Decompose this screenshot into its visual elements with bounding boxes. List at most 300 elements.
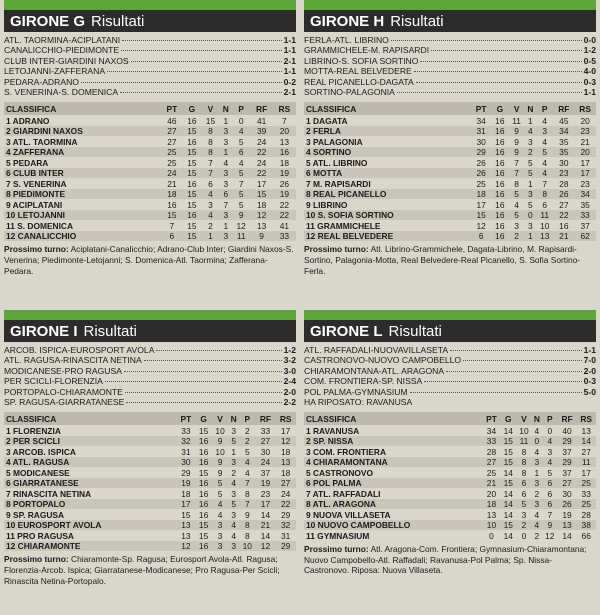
stat-cell: 33 <box>273 231 296 242</box>
stat-cell: 16 <box>187 178 197 189</box>
table-row <box>304 220 596 231</box>
stat-cell: 5 <box>536 147 553 158</box>
stat-cell: 39 <box>250 126 272 137</box>
team-name: 8 ATL. ARAGONA <box>304 499 482 510</box>
stat-cell: 29 <box>181 467 191 478</box>
stat-cell: 15 <box>183 147 202 158</box>
table-row <box>4 446 296 457</box>
stat-cell: 14 <box>503 467 513 478</box>
stat-cell: 18 <box>279 157 290 168</box>
team-name: 5 ATL. LIBRINO <box>306 157 368 168</box>
stat-cell: 16 <box>198 509 209 520</box>
stat-cell: 22 <box>250 168 272 179</box>
stat-cell: 18 <box>256 199 267 210</box>
stat-cell: 6 <box>220 189 232 200</box>
dot-leader <box>424 381 581 382</box>
stat-cell: 15 <box>183 168 202 179</box>
stat-cell: 7 <box>239 478 256 489</box>
stat-cell: 13 <box>558 520 577 531</box>
dot-leader <box>156 350 281 351</box>
stat-cell: 9 <box>514 136 519 147</box>
stat-cell: 15 <box>471 210 491 221</box>
result-row <box>4 87 296 97</box>
stat-cell: 15 <box>500 457 516 468</box>
stat-cell: 1 <box>528 178 533 189</box>
table-row <box>304 168 596 179</box>
team-name: 8 PORTOPALO <box>4 499 176 510</box>
dot-leader <box>126 402 281 403</box>
panel-girone-g <box>4 0 296 276</box>
stat-cell: 12 <box>256 541 276 552</box>
stat-cell: 25 <box>476 178 486 189</box>
match: PORTOPALO-CHIARAMONTE <box>4 386 123 397</box>
stat-cell: 18 <box>471 189 491 200</box>
stat-cell: 4 <box>534 425 540 436</box>
dot-leader <box>446 371 582 372</box>
panel-girone-h <box>304 0 596 276</box>
match: CASTRONOVO-NUOVO CAMPOBELLO <box>304 355 462 366</box>
col-g: G <box>200 413 207 424</box>
match: ATL. RAFFADALI-NUOVAVILLASETA <box>304 345 449 355</box>
stat-cell: 12 <box>275 436 296 447</box>
score: 1-1 <box>583 345 596 355</box>
stat-cell: 66 <box>581 530 591 541</box>
stat-cell: 21 <box>167 178 177 189</box>
stat-cell: 15 <box>161 210 182 221</box>
stat-cell: 5 <box>238 199 244 210</box>
stat-cell: 15 <box>503 446 513 457</box>
stat-cell: 3 <box>223 178 229 189</box>
dot-leader <box>414 71 582 72</box>
match: ARCOB. ISPICA-EUROSPORT AVOLA <box>4 345 155 355</box>
stat-cell: 1 <box>231 446 237 457</box>
stat-cell: 10 <box>519 425 529 436</box>
table-row <box>4 231 296 242</box>
stat-cell: 27 <box>161 126 182 137</box>
dot-leader <box>450 350 582 351</box>
team-name: 2 FERLA <box>304 126 471 137</box>
stat-cell: 21 <box>256 520 276 531</box>
stat-cell: 16 <box>187 136 197 147</box>
table-row <box>4 199 296 210</box>
stat-cell: 33 <box>574 210 596 221</box>
table-header <box>4 412 296 425</box>
table-row <box>304 509 596 520</box>
table-row <box>4 541 296 552</box>
stat-cell: 18 <box>181 488 191 499</box>
stat-cell: 5 <box>528 157 533 168</box>
stat-cell: 16 <box>495 178 505 189</box>
stat-cell: 8 <box>239 520 256 531</box>
stat-cell: 46 <box>167 115 177 126</box>
score: 3-0 <box>283 365 296 376</box>
stat-cell: 14 <box>503 425 513 436</box>
table-row <box>304 499 596 510</box>
stat-cell: 16 <box>198 488 209 499</box>
stat-cell: 5 <box>509 210 525 221</box>
standings-table <box>304 102 596 241</box>
stat-cell: 18 <box>281 467 291 478</box>
stat-cell: 16 <box>491 147 508 158</box>
col-classifica: CLASSIFICA <box>6 413 57 424</box>
stat-cell: 25 <box>576 499 596 510</box>
stat-cell: 9 <box>212 436 229 447</box>
stat-cell: 26 <box>476 157 486 168</box>
stat-cell: 15 <box>187 199 197 210</box>
col-p: P <box>244 413 251 424</box>
col-n: N <box>533 413 540 424</box>
stat-cell: 5 <box>525 168 536 179</box>
col-p: P <box>238 103 244 114</box>
stat-cell: 15 <box>198 530 209 541</box>
match: S. VENERINA-S. DOMENICA <box>4 87 119 98</box>
stat-cell: 37 <box>562 467 572 478</box>
team-name: 12 CHIARAMONTE <box>4 541 176 552</box>
stat-cell: 22 <box>275 499 296 510</box>
stat-cell: 16 <box>195 436 212 447</box>
stat-cell: 0 <box>238 115 244 126</box>
panel-girone-l <box>304 310 596 576</box>
team-name: 4 SORTINO <box>304 147 471 158</box>
stat-cell: 3 <box>536 126 553 137</box>
stat-cell: 2 <box>239 436 256 447</box>
stat-cell: 28 <box>486 446 497 457</box>
score: 0-2 <box>283 76 296 87</box>
stat-cell: 24 <box>256 136 267 147</box>
stat-cell: 8 <box>244 488 250 499</box>
score: 1-2 <box>583 45 596 56</box>
col-rs: RS <box>279 413 292 424</box>
stat-cell: 27 <box>482 457 500 468</box>
stat-cell: 5 <box>217 488 223 499</box>
stat-cell: 15 <box>183 231 202 242</box>
stat-cell: 4 <box>232 126 251 137</box>
stat-cell: 27 <box>275 478 296 489</box>
stat-cell: 22 <box>279 199 290 210</box>
stat-cell: 16 <box>491 126 508 137</box>
dot-leader <box>122 40 281 41</box>
col-rf: RF <box>561 413 573 424</box>
stat-cell: 26 <box>553 189 574 200</box>
stat-cell: 20 <box>574 147 596 158</box>
team-name: 2 SP. NISSA <box>304 436 482 447</box>
next-round-text: Atl. Aragona-Com. Frontiera; Gymnasium-Chiaramontana; Nuovo Campobello-Atl. Raffadali; Ravanusa-Pol Palma; Sp. Nissa-Castronovo. Riposa: Nuova Villaseta. <box>304 543 587 576</box>
results-list <box>4 35 296 97</box>
stat-cell: 34 <box>486 425 497 436</box>
stat-cell: 15 <box>183 126 202 137</box>
stat-cell: 2 <box>509 231 525 242</box>
stat-cell: 3 <box>528 136 533 147</box>
team-name: 6 GIARRATANESE <box>4 478 176 489</box>
stat-cell: 13 <box>486 509 497 520</box>
team-name: 7 S. VENERINA <box>6 178 67 189</box>
team-name: 11 GYMNASIUM <box>306 530 370 541</box>
team-name: 11 S. DOMENICA <box>6 220 74 231</box>
stat-cell: 37 <box>580 220 590 231</box>
table-row <box>304 199 596 210</box>
stat-cell: 4 <box>514 199 519 210</box>
stat-cell: 16 <box>491 210 508 221</box>
results-label: Risultati <box>83 322 137 340</box>
table-row <box>4 520 296 531</box>
stat-cell: 5 <box>547 467 553 478</box>
result-row <box>4 376 296 386</box>
col-rs: RS <box>579 103 591 114</box>
stat-cell: 3 <box>231 509 237 520</box>
stat-cell: 10 <box>239 541 256 552</box>
col-rf: RF <box>259 413 272 424</box>
score: 0-5 <box>583 55 596 66</box>
next-round-label: Prossimo turno: <box>304 543 369 554</box>
stat-cell: 19 <box>176 478 195 489</box>
stat-cell: 29 <box>281 509 291 520</box>
col-n: N <box>222 103 229 114</box>
score: 2-2 <box>283 397 296 408</box>
results-label: Risultati <box>91 12 145 30</box>
stat-cell: 3 <box>220 231 232 242</box>
next-round <box>304 244 596 276</box>
result-row <box>304 45 596 55</box>
result-row <box>304 77 596 87</box>
stat-cell: 13 <box>176 520 195 531</box>
stat-cell: 4 <box>244 467 250 478</box>
stat-cell: 27 <box>559 199 569 210</box>
stat-cell: 23 <box>260 488 271 499</box>
stat-cell: 24 <box>256 157 267 168</box>
stat-cell: 7 <box>169 220 175 231</box>
stat-cell: 30 <box>176 457 195 468</box>
stat-cell: 33 <box>482 436 500 447</box>
table-row <box>304 467 596 478</box>
stat-cell: 16 <box>495 199 505 210</box>
stat-cell: 16 <box>195 499 212 510</box>
stat-cell: 16 <box>195 541 212 552</box>
stat-cell: 13 <box>536 231 553 242</box>
stat-cell: 9 <box>509 126 525 137</box>
stat-cell: 22 <box>250 147 272 158</box>
stat-cell: 26 <box>558 499 577 510</box>
match: PEDARA-ADRANO <box>4 76 79 87</box>
dot-leader <box>121 50 282 51</box>
dot-leader <box>416 82 582 83</box>
stat-cell: 7 <box>223 199 229 210</box>
stat-cell: 16 <box>195 457 212 468</box>
dot-leader <box>463 360 581 361</box>
team-name: 10 EUROSPORT AVOLA <box>4 520 176 531</box>
stat-cell: 10 <box>215 446 225 457</box>
panel-header <box>4 320 296 342</box>
team-name: 3 PALAGONIA <box>306 136 363 147</box>
team-name: 2 PER SCICLI <box>4 436 176 447</box>
stat-cell: 0 <box>521 530 527 541</box>
col-classifica: CLASSIFICA <box>6 103 57 114</box>
stat-cell: 24 <box>256 457 276 468</box>
match: GRAMMICHELE-M. RAPISARDI <box>304 45 430 56</box>
stat-cell: 6 <box>161 231 182 242</box>
stat-cell: 14 <box>260 530 271 541</box>
team-name: 1 RAVANUSA <box>306 425 360 436</box>
team-name: 11 GRAMMICHELE <box>306 220 381 231</box>
score: 2-0 <box>283 386 296 397</box>
stat-cell: 4 <box>217 509 223 520</box>
stat-cell: 22 <box>553 210 574 221</box>
stat-cell: 34 <box>553 126 574 137</box>
table-row <box>4 467 296 478</box>
stat-cell: 7 <box>238 178 244 189</box>
panel-header <box>304 320 596 342</box>
stat-cell: 32 <box>176 436 195 447</box>
stat-cell: 20 <box>580 115 590 126</box>
dot-leader <box>120 92 281 93</box>
table-row <box>304 457 596 468</box>
stat-cell: 45 <box>559 115 569 126</box>
match: CLUB INTER-GIARDINI NAXOS <box>4 55 129 66</box>
table-row <box>304 436 596 447</box>
stat-cell: 4 <box>534 446 540 457</box>
stat-cell: 6 <box>232 147 251 158</box>
stat-cell: 5 <box>232 189 251 200</box>
match: HA RIPOSATO: RAVANUSA <box>304 397 413 408</box>
result-row <box>304 387 596 397</box>
team-name: 12 CANALICCHIO <box>4 231 161 242</box>
stat-cell: 4 <box>534 509 540 520</box>
stat-cell: 4 <box>542 457 558 468</box>
stat-cell: 3 <box>532 499 542 510</box>
match: PER SCICLI-FLORENZIA <box>4 376 103 387</box>
stat-cell: 17 <box>176 499 195 510</box>
stat-cell: 9 <box>232 210 251 221</box>
stat-cell: 37 <box>562 446 572 457</box>
stat-cell: 8 <box>516 457 532 468</box>
stat-cell: 34 <box>476 115 486 126</box>
team-name: 2 GIARDINI NAXOS <box>4 126 161 137</box>
stat-cell: 23 <box>574 126 596 137</box>
stat-cell: 1 <box>528 115 533 126</box>
stat-cell: 13 <box>256 220 267 231</box>
stat-cell: 15 <box>205 115 216 126</box>
stat-cell: 16 <box>495 136 505 147</box>
stat-cell: 27 <box>256 436 276 447</box>
stat-cell: 2 <box>244 425 250 436</box>
standings-body <box>304 425 596 541</box>
stat-cell: 33 <box>181 425 191 436</box>
table-header <box>304 102 596 115</box>
table-row <box>304 425 596 436</box>
team-name: 5 CASTRONOVO <box>306 467 374 478</box>
stat-cell: 35 <box>559 136 569 147</box>
match: ATL. RAGUSA-RINASCITA NETINA <box>4 355 142 366</box>
stat-cell: 4 <box>201 210 220 221</box>
stat-cell: 26 <box>279 178 290 189</box>
stat-cell: 3 <box>231 425 237 436</box>
team-name: 4 ZAFFERANA <box>4 147 161 158</box>
stat-cell: 17 <box>256 499 276 510</box>
dot-leader <box>431 50 581 51</box>
stat-cell: 21 <box>482 478 500 489</box>
score: 0-0 <box>583 35 596 45</box>
col-classifica: CLASSIFICA <box>306 413 357 424</box>
stat-cell: 15 <box>195 520 212 531</box>
dot-leader <box>397 92 582 93</box>
table-row <box>4 210 296 221</box>
stat-cell: 16 <box>491 231 508 242</box>
result-row <box>304 66 596 76</box>
stat-cell: 41 <box>279 220 290 231</box>
stat-cell: 9 <box>244 509 250 520</box>
match: COM. FRONTIERA-SP. NISSA <box>304 376 423 387</box>
group-title: GIRONE G <box>10 12 86 30</box>
result-row <box>4 366 296 376</box>
stat-cell: 1 <box>525 231 536 242</box>
stat-cell: 4 <box>542 157 548 168</box>
next-round-label: Prossimo turno: <box>304 244 369 255</box>
match: SP. RAGUSA-GIARRATANESE <box>4 397 125 408</box>
stat-cell: 25 <box>576 478 596 489</box>
team-name: 4 ATL. RAGUSA <box>4 457 176 468</box>
stat-cell: 21 <box>580 136 590 147</box>
score: 2-0 <box>583 365 596 376</box>
stat-cell: 29 <box>275 541 296 552</box>
stat-cell: 4 <box>228 520 239 531</box>
stat-cell: 3 <box>532 457 542 468</box>
team-name: 1 ADRANO <box>6 115 50 126</box>
stat-cell: 11 <box>512 115 521 126</box>
stat-cell: 4 <box>536 168 553 179</box>
table-row <box>304 210 596 221</box>
stat-cell: 3 <box>220 126 232 137</box>
stat-cell: 2 <box>525 147 536 158</box>
score: 3-2 <box>283 355 296 366</box>
stat-cell: 16 <box>491 189 508 200</box>
team-name: 5 MODICANESE <box>6 467 70 478</box>
stat-cell: 30 <box>476 136 486 147</box>
stat-cell: 12 <box>250 210 272 221</box>
stat-cell: 7 <box>542 178 548 189</box>
score: 1-1 <box>283 35 296 45</box>
dot-leader <box>410 392 582 393</box>
stat-cell: 0 <box>532 436 542 447</box>
stat-cell: 14 <box>503 509 513 520</box>
team-name: 7 ATL. RAFFADALI <box>306 488 381 499</box>
table-row <box>304 231 596 242</box>
stat-cell: 9 <box>212 457 229 468</box>
team-name: 9 NUOVA VILLASETA <box>306 509 391 520</box>
stat-cell: 11 <box>576 457 596 468</box>
stat-cell: 28 <box>581 509 591 520</box>
table-row <box>4 478 296 489</box>
stat-cell: 29 <box>558 457 577 468</box>
team-name: 10 LETOJANNI <box>4 210 161 221</box>
dot-leader <box>131 61 282 62</box>
table-row <box>304 126 596 137</box>
stat-cell: 29 <box>471 147 491 158</box>
team-name: 3 COM. FRONTIERA <box>306 446 387 457</box>
dot-leader <box>420 61 581 62</box>
stat-cell: 8 <box>521 467 527 478</box>
stat-cell: 2 <box>534 530 540 541</box>
stat-cell: 8 <box>201 126 220 137</box>
stat-cell: 3 <box>547 446 553 457</box>
col-pt: PT <box>486 413 497 424</box>
stat-cell: 34 <box>574 189 596 200</box>
col-rf: RF <box>558 103 570 114</box>
next-round <box>304 544 596 576</box>
stat-cell: 16 <box>195 478 212 489</box>
stat-cell: 14 <box>260 509 271 520</box>
table-header <box>4 102 296 115</box>
stat-cell: 20 <box>273 126 296 137</box>
team-name: 6 MOTTA <box>304 168 471 179</box>
